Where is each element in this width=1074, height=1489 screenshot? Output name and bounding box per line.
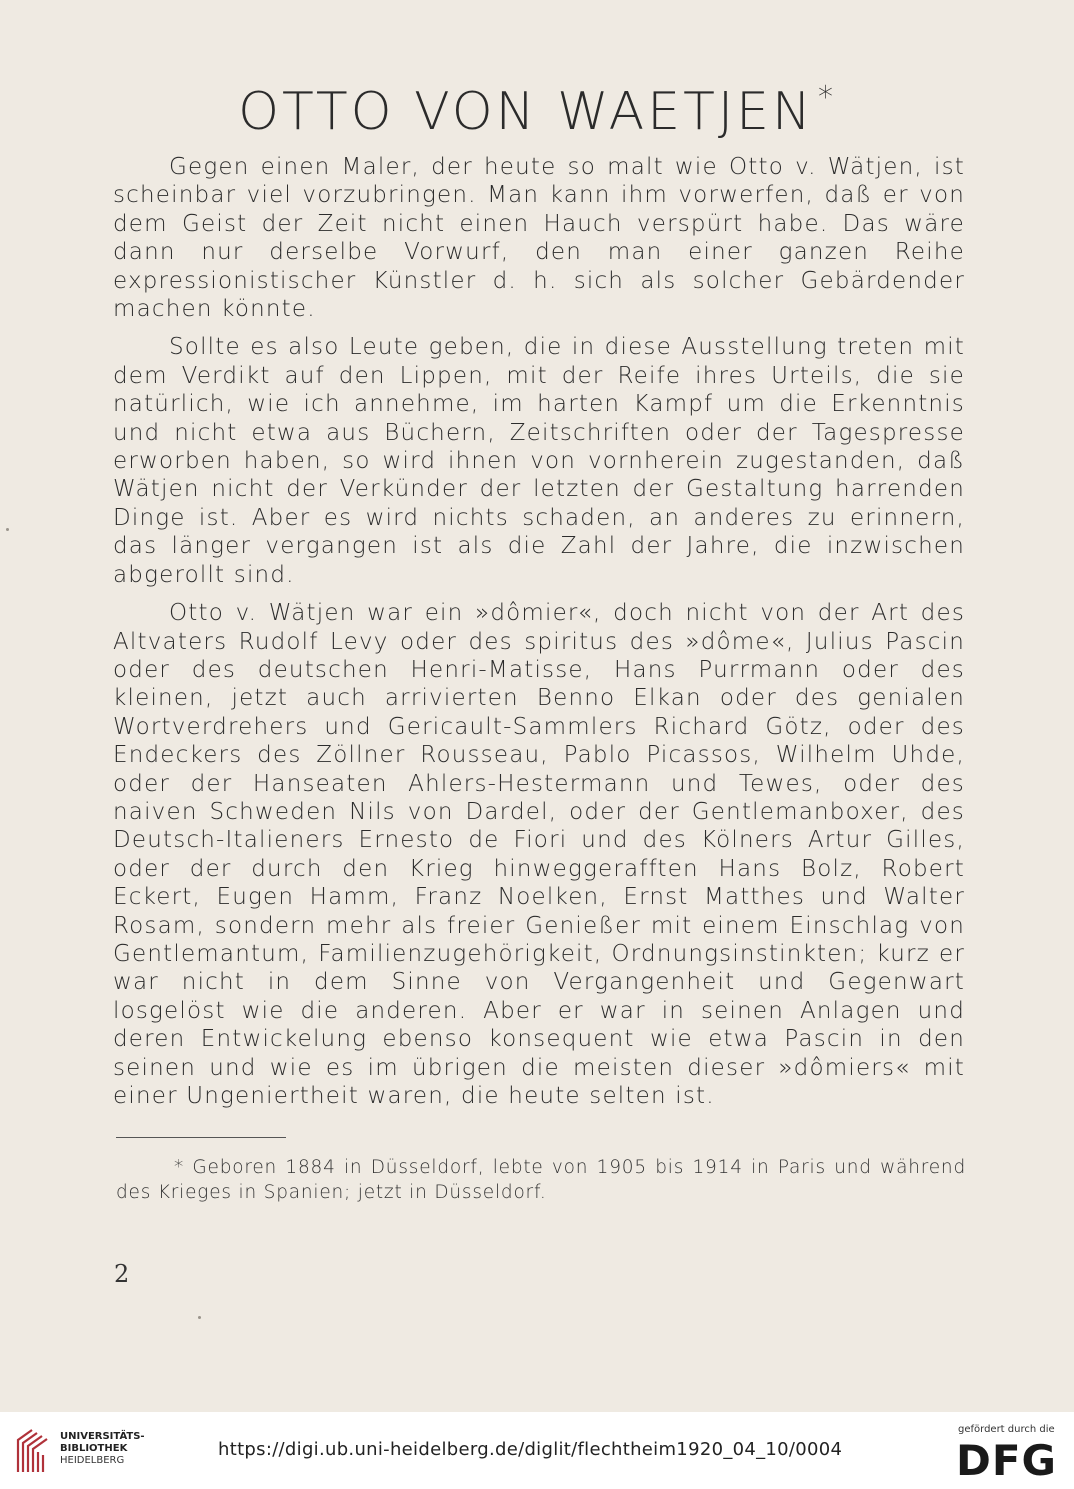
- paragraph-2: Sollte es also Leute geben, die in diese Ausstellung treten mit dem Verdikt auf den Lippen, mit der Reife ihres Urteils, die sie natürlich, wie ich annehme, im harten Kampf um die Erkenntnis und nicht etwa aus Büchern, Zeitschriften oder der Tagespresse erworben haben, so wird ihnen von vornherein zugestanden, daß Wätjen nicht der Verkünder der letzten der Gestaltung harrenden Dinge ist. Aber es wird nichts schaden, an anderes zu erinnern, das länger vergangen ist als die Zahl der Jahre, die inzwischen abgerollt sind.: [113, 334, 965, 588]
- funding-caption: gefördert durch die: [958, 1424, 1055, 1435]
- library-name[interactable]: [60, 1431, 145, 1467]
- page-number: 2: [114, 1260, 130, 1288]
- ub-heidelberg-logo-icon[interactable]: [12, 1426, 52, 1476]
- article-body: [113, 153, 965, 1120]
- library-line-3: HEIDELBERG: [60, 1455, 125, 1466]
- margin-speck: [6, 528, 9, 531]
- viewer-footer: [0, 1412, 1074, 1489]
- permalink-url[interactable]: https://digi.ub.uni-heidelberg.de/diglit/flechtheim1920_04_10/0004: [218, 1439, 843, 1460]
- article-title: [0, 80, 1074, 142]
- library-line-1: UNIVERSITÄTS-: [60, 1431, 145, 1442]
- library-line-2: BIBLIOTHEK: [60, 1443, 128, 1454]
- footnote-divider: [116, 1137, 286, 1138]
- footnote: * Geboren 1884 in Düsseldorf, lebte von 1905 bis 1914 in Paris und während des Krieges in Spanien; jetzt in Düsseldorf.: [116, 1157, 966, 1203]
- paragraph-3: Otto v. Wätjen war ein »dômier«, doch nicht von der Art des Altvaters Rudolf Levy oder des spiritus des »dôme«, Julius Pascin oder des deutschen Henri-Matisse, Hans Purrmann oder des kleinen, jetzt auch arrivierten Benno Elkan oder des genialen Wortverdrehers und Gericault-Sammlers Richard Götz, oder des Endeckers des Zöllner Rousseau, Pablo Picassos, Wilhelm Uhde, oder der Hanseaten Ahlers-Hestermann und Tewes, oder des naiven Schweden Nils von Dardel, oder der Gentlemanboxer, des Deutsch-Italieners Ernesto de Fiori und des Kölners Artur Gilles, oder der durch den Krieg hinweggerafften Hans Bolz, Robert Eckert, Eugen Hamm, Franz Noelken, Ernst Matthes und Walter Rosam, sondern mehr als freier Genießer mit einem Einschlag von Gentlemantum, Familienzugehörigkeit, Ordnungsinstinkten; kurz er war nicht in dem Sinne von Vergangenheit und Gegenwart losgelöst wie die anderen. Aber er war in seinen Anlagen und deren Entwickelung ebenso konsequent wie etwa Pascin in den seinen und wie es im übrigen die meisten dieser »dômiers« mit einer Ungeniertheit waren, die heute selten ist.: [113, 600, 965, 1109]
- paragraph-1: Gegen einen Maler, der heute so malt wie Otto v. Wätjen, ist scheinbar viel vorzubringen. Man kann ihm vorwerfen, daß er von dem Geist der Zeit nicht einen Hauch verspürt habe. Das wäre dann nur derselbe Vorwurf, den man einer ganzen Reihe expressionistischer Künstler d. h. sich als solcher Gebärdender machen könnte.: [113, 154, 965, 323]
- title-footnote-marker: *: [817, 80, 836, 115]
- margin-speck: [198, 1316, 201, 1319]
- dfg-logo[interactable]: DFG: [956, 1436, 1058, 1485]
- title-text: OTTO VON WAETJEN: [238, 82, 814, 142]
